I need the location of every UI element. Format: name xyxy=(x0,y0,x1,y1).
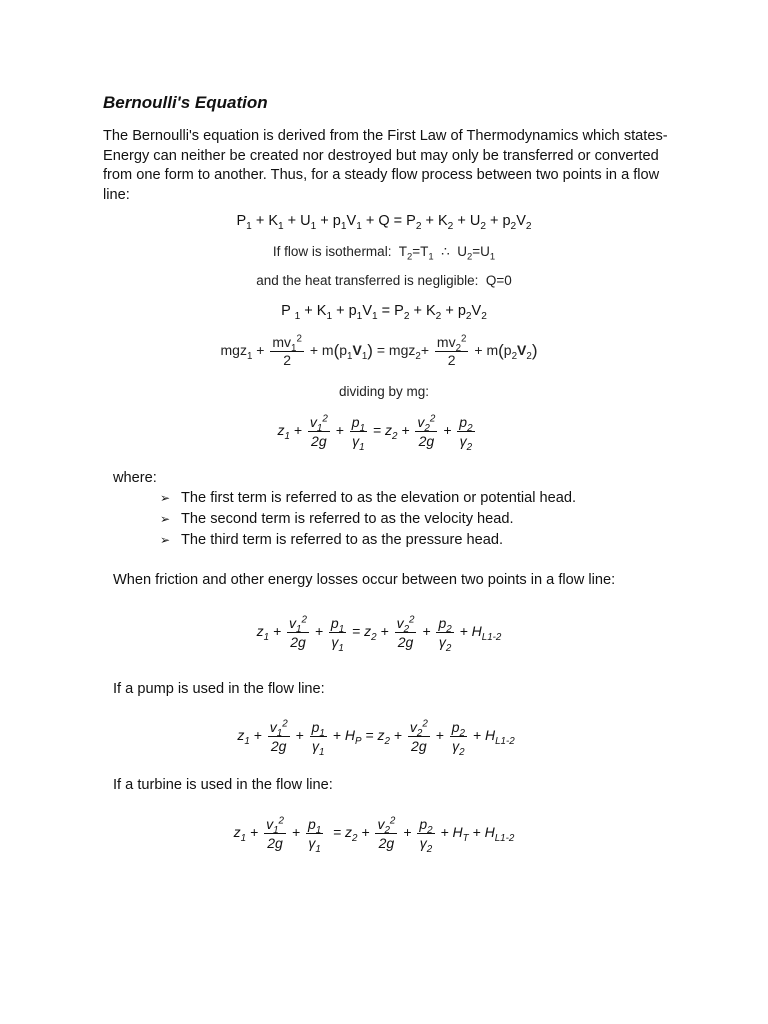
heat-label: and the heat transferred is negligible: xyxy=(256,273,479,288)
where-label: where: xyxy=(113,470,157,486)
fraction: $\frac{mv_2^2}{2}$ xyxy=(436,333,467,368)
mass-equation: mgz$_1$ + $\frac{mv_1^2}{2}$ + $m(p_1V_1) = mgz_2+$ $\frac{mv_2^2}{2}$ + $m(p_2V_2)$ xyxy=(220,333,538,368)
fraction: $\frac{p_1}{\gamma_1}$ xyxy=(351,414,366,453)
fraction: $\frac{v_1^2}{2g}$ xyxy=(309,413,328,449)
fraction: $\frac{v_2^2}{2g}$ xyxy=(396,614,415,650)
turbine-label: If a turbine is used in the flow line: xyxy=(113,777,333,793)
bernoulli-equation: $z_1$ + $\frac{v_1^2}{2g}$ + $\frac{p_1}{\gamma_1}$ = $z_2$ + $\frac{v_2^2}{2g}$ + $\frac{p_2}{\gamma_2}$ xyxy=(277,413,473,453)
fraction: $\frac{p_2}{\gamma_2}$ xyxy=(419,816,433,855)
fraction: $\frac{v_1^2}{2g}$ xyxy=(266,815,284,851)
pump-label: If a pump is used in the flow line: xyxy=(113,681,325,697)
list-item: ➢ The first term is referred to as the elevation or potential head. xyxy=(160,488,576,509)
fraction: $\frac{p_2}{\gamma_2}$ xyxy=(451,719,465,758)
fraction: $\frac{v_2^2}{2g}$ xyxy=(417,413,436,449)
isothermal-label: If flow is isothermal: xyxy=(272,244,392,259)
fraction: $\frac{v_2^2}{2g}$ xyxy=(377,815,396,851)
fraction: $\frac{p_1}{\gamma_1}$ xyxy=(311,719,325,758)
fraction: $\frac{p_1}{\gamma_1}$ xyxy=(330,615,345,654)
fraction: $\frac{v_2^2}{2g}$ xyxy=(409,718,428,754)
term-list xyxy=(160,488,576,551)
friction-equation: $z_1$ + $\frac{v_1^2}{2g}$ + $\frac{p_1}{\gamma_1}$ = $z_2$ + $\frac{v_2^2}{2g}$ + $\frac{p_2}{\gamma_2}$ + $H_{L1-2}$ xyxy=(256,614,502,654)
arrow-bullet-icon: ➢ xyxy=(160,533,171,547)
list-item: ➢ The second term is referred to as the velocity head. xyxy=(160,509,576,530)
pump-equation: $z_1$ + $\frac{v_1^2}{2g}$ + $\frac{p_1}{\gamma_1}$ + $H_P = z_2$ + $\frac{v_2^2}{2g}$ + $\frac{p_2}{\gamma_2}$ + $H_{L1-2}$ xyxy=(237,718,515,758)
fraction: $\frac{v_1^2}{2g}$ xyxy=(289,614,307,650)
heat-line xyxy=(0,273,768,288)
reduced-equation: P $_1 + K_1 + p_1V_1 = P_2 + K_2 + p_2V_2$ xyxy=(281,303,487,322)
dividing-label: dividing by mg: xyxy=(338,384,430,399)
fraction: $\frac{v_1^2}{2g}$ xyxy=(269,718,288,754)
intro-paragraph: The Bernoulli's equation is derived from the First Law of Thermodynamics which states- Energy can neither be created nor destroyed but may only be transferred or converted from one form to another. Thus, for a steady flow process between two points in a flow line: xyxy=(103,128,668,203)
fraction: $\frac{p_2}{\gamma_2}$ xyxy=(459,414,473,453)
isothermal-line: If flow is isothermal: $T_2=T_1$ ∴ $U_2=U_1$ xyxy=(272,244,496,263)
friction-label: When friction and other energy losses occur between two points in a flow line: xyxy=(113,572,616,588)
energy-equation: $P_1 + K_1 + U_1 + p_1V_1 + Q = P_2 + K_2 + U_2 + p_2V_2$ xyxy=(236,213,532,232)
fraction: $\frac{mv_1^2}{2}$ xyxy=(272,333,302,368)
fraction: $\frac{p_1}{\gamma_1}$ xyxy=(307,816,322,855)
page-title: Bernoulli's Equation xyxy=(103,93,268,112)
arrow-bullet-icon: ➢ xyxy=(160,512,171,526)
arrow-bullet-icon: ➢ xyxy=(160,491,171,505)
heat-condition: Q=0 xyxy=(485,273,512,288)
list-item: ➢ The third term is referred to as the pressure head. xyxy=(160,530,576,551)
turbine-equation: $z_1$ + $\frac{v_1^2}{2g}$ + $\frac{p_1}{\gamma_1}$ = $z_2$ + $\frac{v_2^2}{2g}$ + $\frac{p_2}{\gamma_2}$ + $H_T + H_{L1-2}$ xyxy=(233,815,515,855)
fraction: $\frac{p_2}{\gamma_2}$ xyxy=(438,615,452,654)
